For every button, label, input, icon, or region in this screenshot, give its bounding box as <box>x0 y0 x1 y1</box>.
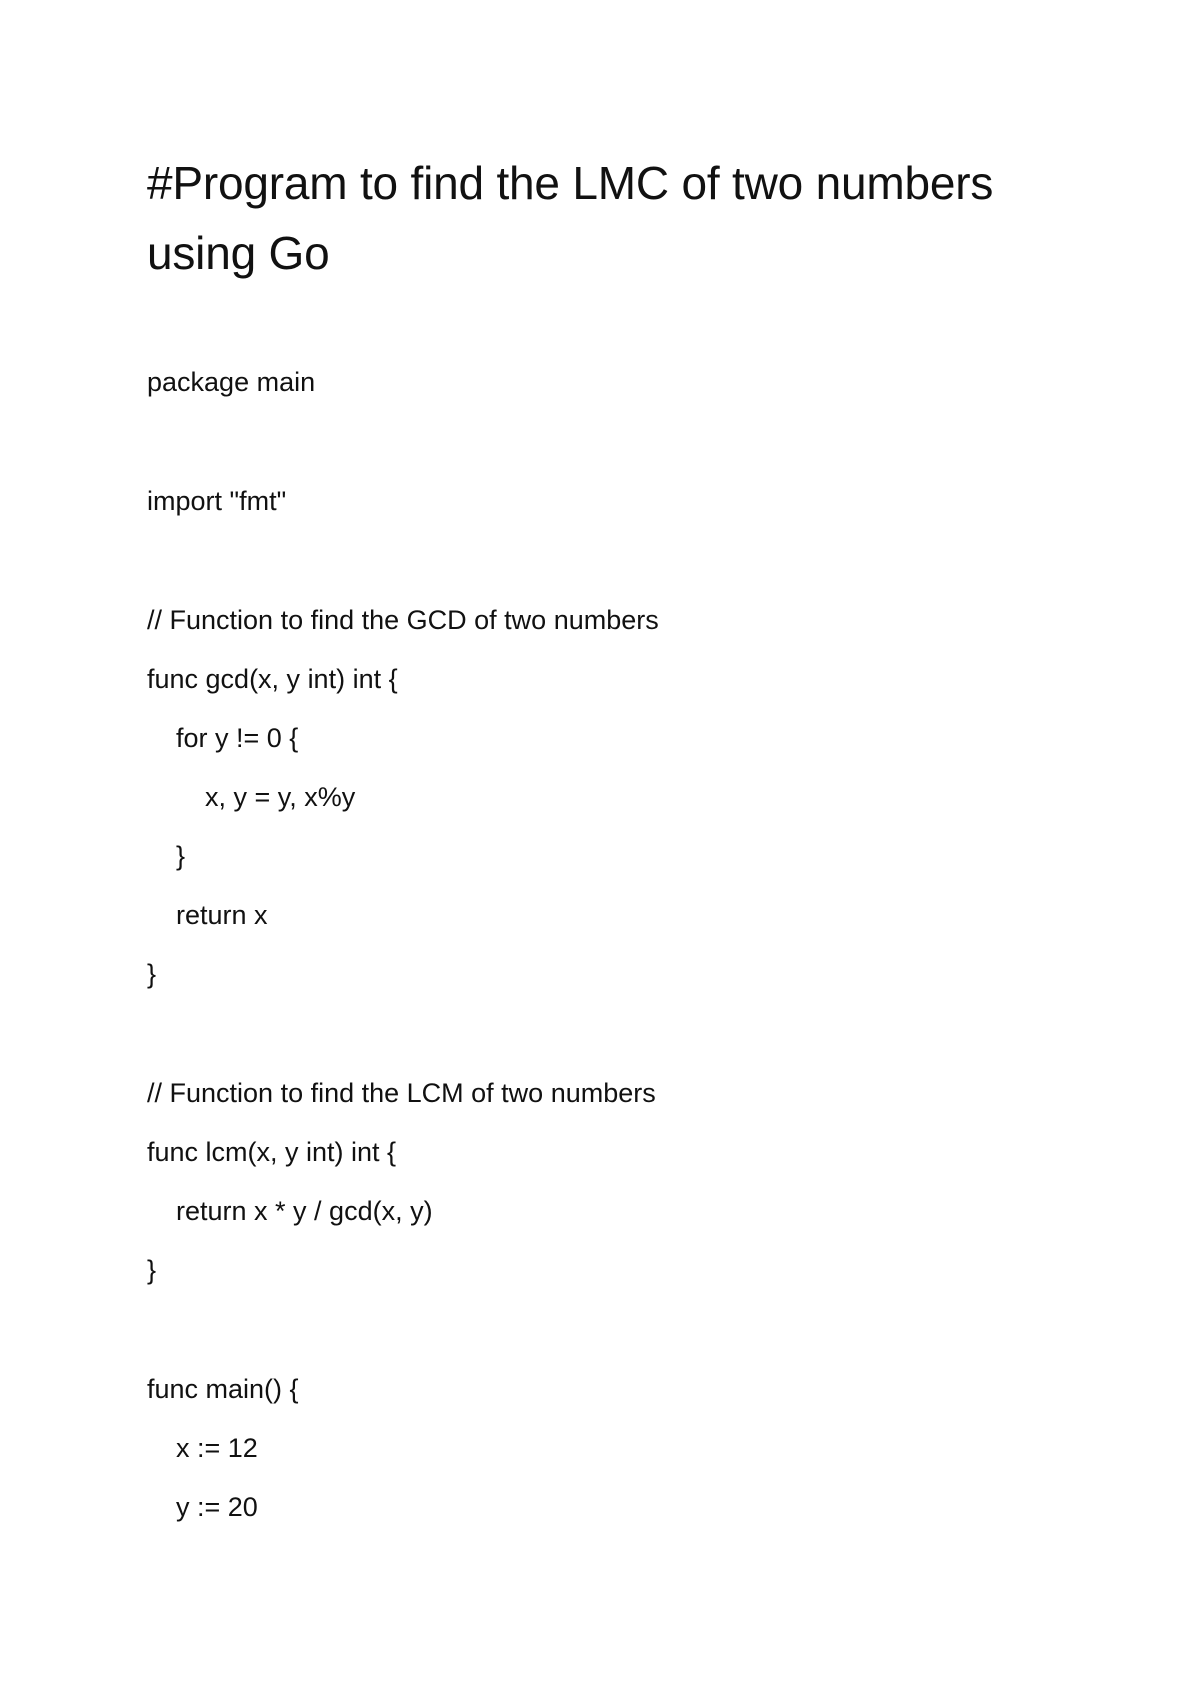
code-line: } <box>176 841 186 871</box>
code-line: func main() { <box>147 1374 299 1404</box>
code-line: return x <box>176 900 268 930</box>
code-line: x, y = y, x%y <box>205 782 356 812</box>
code-line: } <box>147 959 157 989</box>
code-line: package main <box>147 367 316 397</box>
code-line: } <box>147 1255 157 1285</box>
code-line-comment: // Function to find the LCM of two numbers <box>147 1078 656 1108</box>
document-title: #Program to find the LMC of two numbers using Go <box>147 157 994 279</box>
code-line: x := 12 <box>176 1433 258 1463</box>
code-line: import "fmt" <box>147 486 287 516</box>
code-line: return x * y / gcd(x, y) <box>176 1196 433 1226</box>
code-line: func gcd(x, y int) int { <box>147 664 398 694</box>
code-line: for y != 0 { <box>176 723 299 753</box>
code-line: y := 20 <box>176 1492 258 1522</box>
code-line: func lcm(x, y int) int { <box>147 1137 397 1167</box>
code-line-comment: // Function to find the GCD of two numbers <box>147 605 659 635</box>
